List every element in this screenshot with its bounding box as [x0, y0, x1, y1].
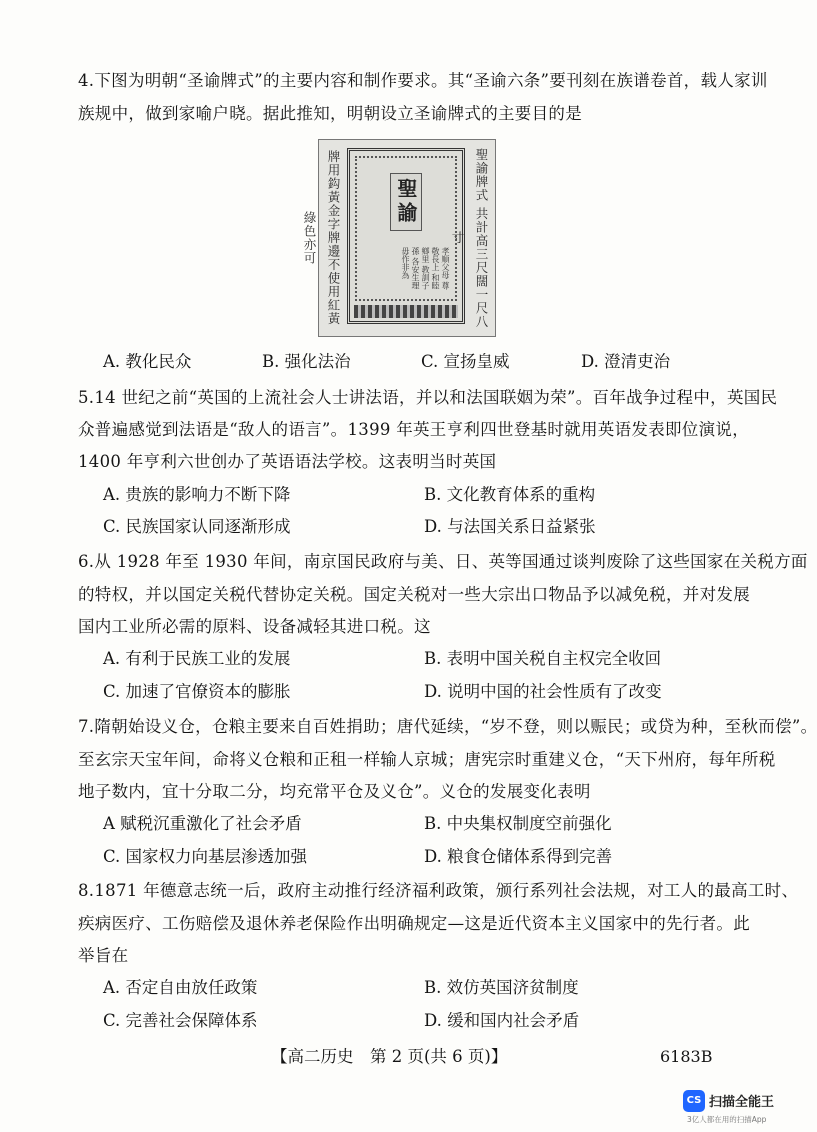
figure-right-inscription: 聖諭牌式 共計高三尺闊一尺八寸 — [450, 147, 489, 329]
q5-option-b: B. 文化教育体系的重构 — [424, 485, 596, 504]
page-footer: 【高二历史 第 2 页(共 6 页)】 — [271, 1047, 508, 1066]
q8-option-a: A. 否定自由放任政策 — [103, 978, 258, 997]
q5-stem-line3: 1400 年亨利六世创办了英语语法学校。这表明当时英国 — [78, 452, 497, 471]
q6-stem-line2: 的特权，并以国定关税代替协定关税。国定关税对一些大宗出口物品予以减免税，并对发展 — [78, 585, 750, 604]
q8-option-c-visible: C. 完善社会保障体系 — [103, 1011, 258, 1030]
figure-plaque-title: 聖諭 — [390, 173, 422, 231]
figure-left-inscription: 牌用鈎黃金字牌邊不使用紅黃綠色亦可 — [302, 150, 341, 326]
q5-option-d: D. 与法国关系日益紧张 — [424, 517, 596, 536]
q7-option-d: D. 粮食仓储体系得到完善 — [424, 847, 613, 866]
q7-stem-line2: 至玄宗天宝年间，命将义仓粮和正租一样输人京城；唐宪宗时重建义仓，“天下州府，每年所税 — [78, 750, 776, 769]
q8-option-b: B. 效仿英国济贫制度 — [424, 978, 579, 997]
q7-option-c: C. 国家权力向基层渗透加强 — [103, 847, 308, 866]
q8-stem-line3: 举旨在 — [78, 946, 129, 965]
q6-stem-line1: 6.从 1928 年至 1930 年间，南京国民政府与美、日、英等国通过谈判废除了这些国家在关税方面 — [78, 552, 808, 571]
q5-stem-line1: 5.14 世纪之前“英国的上流社会人士讲法语，并以和法国联姻为荣”。百年战争过程中，英国民 — [78, 388, 778, 407]
q7-option-a: A 赋税沉重激化了社会矛盾 — [103, 814, 302, 833]
q8-stem-line1: 8.1871 年德意志统一后，政府主动推行经济福利政策，颁行系列社会法规，对工人的最高工时、 — [78, 881, 799, 900]
q5-stem-line2: 众普遍感觉到法语是“敌人的语言”。1399 年英王亨利四世登基时就用英语发表即位演说， — [78, 420, 750, 439]
q6-stem-line3: 国内工业所必需的原料、设备减轻其进口税。这 — [78, 617, 431, 636]
q4-stem-line2: 族规中，做到家喻户晓。据此推知，明朝设立圣谕牌式的主要目的是 — [78, 104, 582, 123]
q6-option-c: C. 加速了官僚资本的膨胀 — [103, 682, 291, 701]
watermark-title: 扫描全能王 — [709, 1095, 775, 1110]
q4-option-a: A. 教化民众 — [103, 352, 192, 371]
camscanner-logo-icon: CS — [683, 1090, 705, 1112]
q6-option-a: A. 有利于民族工业的发展 — [103, 649, 291, 668]
figure-plaque-base — [354, 305, 458, 318]
camscanner-watermark — [683, 1088, 801, 1128]
q6-option-d: D. 说明中国的社会性质有了改变 — [424, 682, 662, 701]
q7-stem-line3: 地子数内，宜十分取二分，均充常平仓及义仓”。义仓的发展变化表明 — [78, 782, 591, 801]
q5-option-c: C. 民族国家认同逐渐形成 — [103, 517, 291, 536]
paper-code: 6183B — [660, 1047, 713, 1066]
q8-option-d: D. 缓和国内社会矛盾 — [424, 1011, 580, 1030]
q4-option-d: D. 澄清吏治 — [581, 352, 671, 371]
q6-option-b: B. 表明中国关税自主权完全收回 — [424, 649, 662, 668]
q8-stem-line2: 疾病医疗、工伤赔偿及退休养老保险作出明确规定—这是近代资本主义国家中的先行者。此 — [78, 914, 750, 933]
q4-option-b: B. 强化法治 — [262, 352, 351, 371]
watermark-subtitle: 3亿人都在用的扫描App — [687, 1115, 767, 1124]
q4-figure-shengyu-plaque — [302, 139, 496, 337]
q7-option-b: B. 中央集权制度空前强化 — [424, 814, 612, 833]
q4-option-c: C. 宣扬皇威 — [421, 352, 510, 371]
q5-option-a: A. 贵族的影响力不断下降 — [103, 485, 291, 504]
q4-stem-line1: 4.下图为明朝“圣谕牌式”的主要内容和制作要求。其“圣谕六条”要刊刻在族谱卷首，载人家训 — [78, 71, 768, 90]
figure-plaque-body: 孝順父母 尊敬長上 和睦鄉里 教訓子孫 各安生理 毋作非為 — [401, 247, 450, 290]
q7-stem-line1: 7.隋朝始设义仓，仓粮主要来自百姓捐助；唐代延续，“岁不登，则以赈民；或贷为种，至秋而偿”。 — [78, 717, 817, 736]
